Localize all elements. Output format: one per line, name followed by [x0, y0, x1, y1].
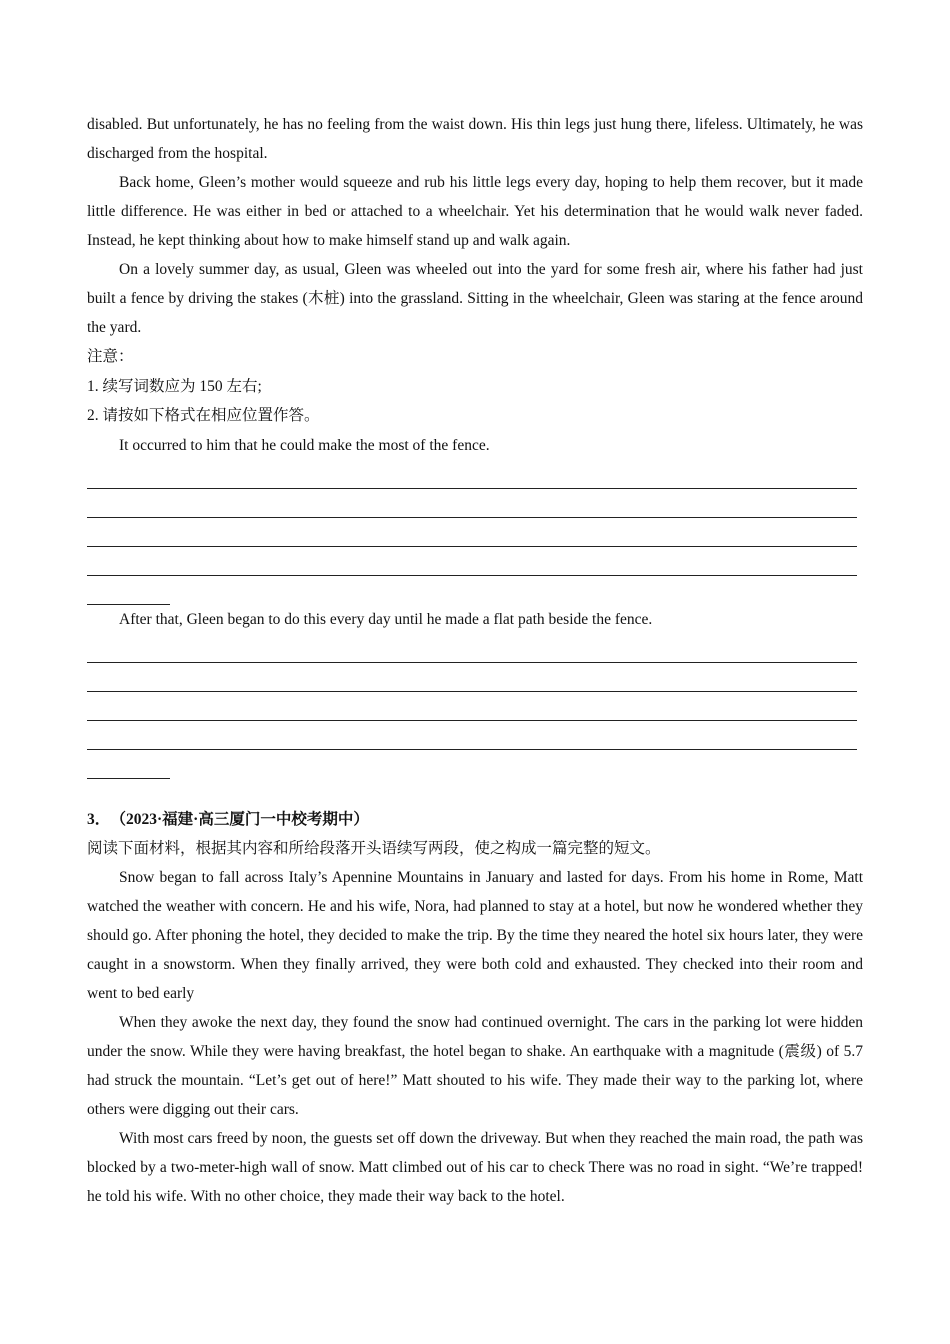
passage1-paragraph-1: disabled. But unfortunately, he has no feeling from the waist down. His thin legs just hung there, lifeless. Ultimately, he was discharged from the hospital. [87, 116, 863, 162]
answer-line[interactable] [87, 489, 857, 518]
section-spacer [87, 779, 863, 805]
answer-line[interactable] [87, 634, 857, 663]
question-number: 3． [87, 810, 111, 828]
notes-item-2: 2. 请按如下格式在相应位置作答。 [87, 407, 320, 424]
question-source: （2023·福建·高三厦门一中校考期中） [118, 810, 369, 828]
prompt-first: It occurred to him that he could make the most of the fence. [119, 436, 490, 454]
answer-line[interactable] [87, 721, 857, 750]
answer-line[interactable] [87, 750, 170, 779]
question-3-header [87, 805, 863, 834]
answer-line[interactable] [87, 663, 857, 692]
answer-line[interactable] [87, 547, 857, 576]
answer-line[interactable] [87, 460, 857, 489]
answer-line[interactable] [87, 576, 170, 605]
question-3-instruction: 阅读下面材料，根据其内容和所给段落开头语续写两段，使之构成一篇完整的短文。 [87, 839, 661, 857]
notes-title: 注意： [87, 348, 134, 365]
passage1-paragraph-3: On a lovely summer day, as usual, Gleen was wheeled out into the yard for some fresh air, where his father had just built a fence by driving the stakes (木桩) into the grassland. Sitting in the wheelchair, Gleen was staring at the fence around the yard. [87, 261, 863, 336]
answer-lines-second [87, 634, 863, 779]
passage1-paragraph-2: Back home, Gleen’s mother would squeeze and rub his little legs every day, hoping to help them recover, but it made little difference. He was either in bed or attached to a wheelchair. Yet his determination that he would walk never faded. Instead, he kept thinking about how to make himself stand up and walk again. [87, 174, 863, 249]
question-3-paragraph-2: When they awoke the next day, they found the snow had continued overnight. The cars in the parking lot were hidden under the snow. While they were having breakfast, the hotel began to shake. An earthquake with a magnitude (震级) of 5.7 had struck the mountain. “Let’s get out of here!” Matt shouted to his wife. They made their way to the parking lot, where others were digging out their cars. [87, 1014, 863, 1118]
question-3-paragraph-1: Snow began to fall across Italy’s Apennine Mountains in January and lasted for days. From his home in Rome, Matt watched the weather with concern. He and his wife, Nora, had planned to stay at a hotel, but now he wondered whether they should go. After phoning the hotel, they decided to make the trip. By the time they neared the hotel six hours later, they were caught in a snowstorm. When they finally arrived, they were both cold and exhausted. They checked into their room and went to bed early [87, 869, 863, 1002]
notes-item-1: 1. 续写词数应为 150 左右; [87, 377, 262, 395]
prompt-second: After that, Gleen began to do this every day until he made a flat path beside the fence. [119, 610, 653, 628]
answer-line[interactable] [87, 518, 857, 547]
answer-line[interactable] [87, 692, 857, 721]
question-3-paragraph-3: With most cars freed by noon, the guests set off down the driveway. But when they reached the main road, the path was blocked by a two-meter-high wall of snow. Matt climbed out of his car to check There was no road in sight. “We’re trapped! he told his wife. With no other choice, they made their way back to the hotel. [87, 1130, 863, 1205]
document-page [87, 110, 863, 1211]
answer-lines-first [87, 460, 863, 605]
